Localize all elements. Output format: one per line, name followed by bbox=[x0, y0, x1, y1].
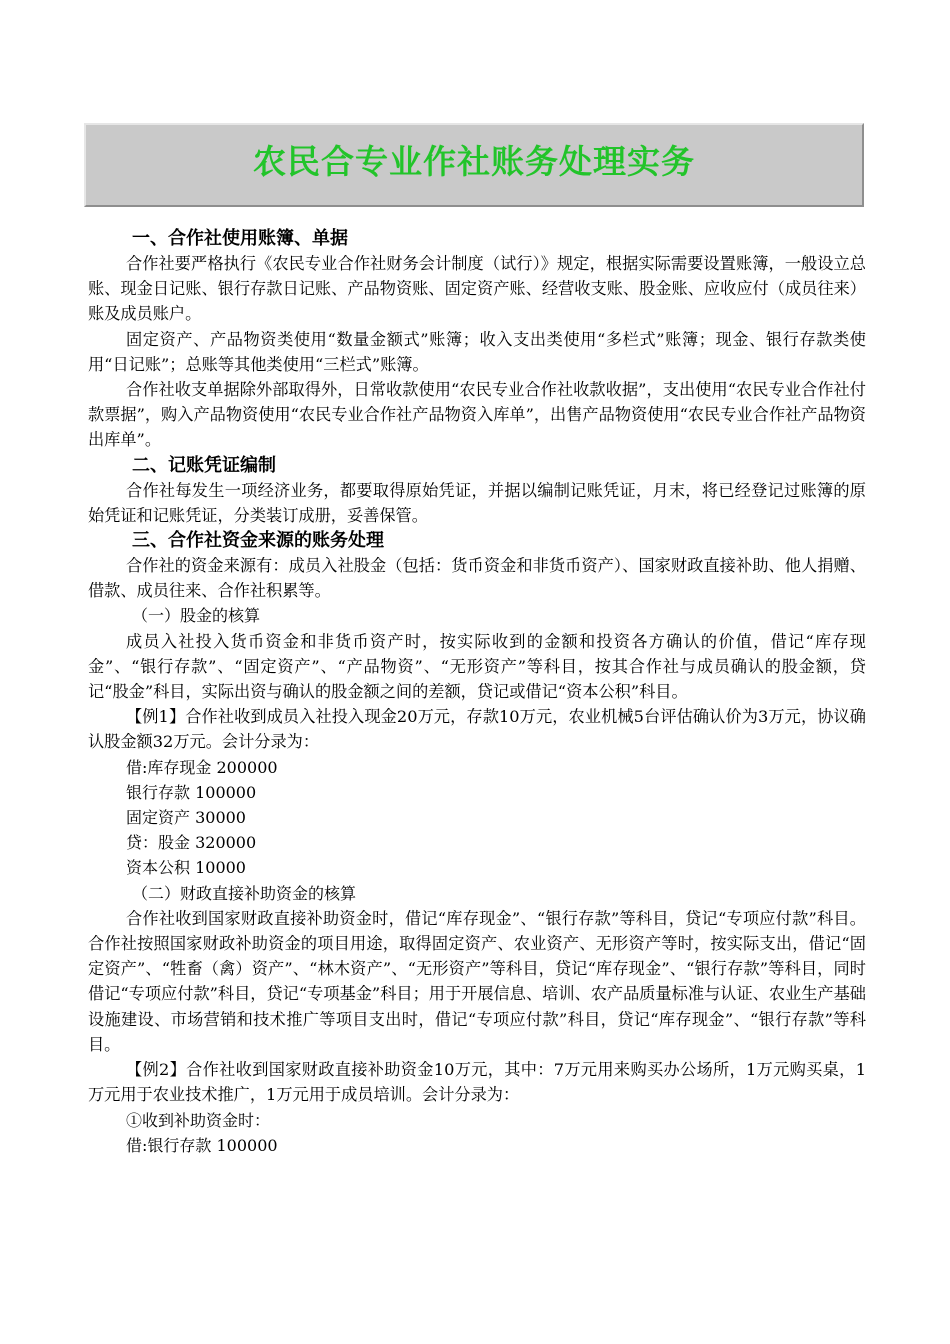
example-1-text: 【例1】合作社收到成员入社投入现金20万元，存款10万元，农业机械5台评估确认价为3万元，协议确认股金额32万元。会计分录为： bbox=[88, 707, 866, 752]
journal-entry-line: 银行存款 100000 bbox=[126, 782, 257, 802]
title-banner bbox=[84, 123, 864, 207]
subsection-2-heading: （二）财政直接补助资金的核算 bbox=[132, 883, 357, 903]
section-3-heading: 三、合作社资金来源的账务处理 bbox=[132, 530, 384, 552]
journal-entry-line: 借:库存现金 200000 bbox=[126, 757, 278, 777]
section-1-paragraph-1: 合作社要严格执行《农民专业合作社财务会计制度（试行）》规定，根据实际需要设置账簿，一般设立总账、现金日记账、银行存款日记账、产品物资账、固定资产账、经营收支账、股金账、应收应付（成员往来）账及成员账户。 bbox=[88, 254, 866, 324]
section-1-paragraph-2: 固定资产、产品物资类使用“数量金额式”账簿；收入支出类使用“多栏式”账簿；现金、银行存款类使用“日记账”；总账等其他类使用“三栏式”账簿。 bbox=[88, 329, 866, 374]
subsection-1-heading: （一）股金的核算 bbox=[132, 606, 261, 626]
journal-entry-line: 借:银行存款 100000 bbox=[126, 1135, 278, 1155]
section-1-paragraph-3: 合作社收支单据除外部取得外，日常收款使用“农民专业合作社收款收据”，支出使用“农民专业合作社付款票据”，购入产品物资使用“农民专业合作社产品物资入库单”，出售产品物资使用“农民专业合作社产品物资出库单”。 bbox=[88, 380, 866, 450]
document-body bbox=[88, 226, 866, 1158]
section-3-paragraph-1: 合作社的资金来源有：成员入社股金（包括：货币资金和非货币资产）、国家财政直接补助、他人捐赠、借款、成员往来、合作社积累等。 bbox=[88, 556, 866, 601]
journal-entry-line: ①收到补助资金时： bbox=[126, 1110, 271, 1130]
journal-entry-line: 固定资产 30000 bbox=[126, 808, 246, 828]
section-2-paragraph-1: 合作社每发生一项经济业务，都要取得原始凭证，并据以编制记账凭证，月末，将已经登记过账簿的原始凭证和记账凭证，分类装订成册，妥善保管。 bbox=[88, 480, 866, 525]
document-title: 农民合专业作社账务处理实务 bbox=[253, 141, 695, 181]
section-3-paragraph-3: 合作社收到国家财政直接补助资金时，借记“库存现金”、“银行存款”等科目，贷记“专项应付款”科目。合作社按照国家财政补助资金的项目用途，取得固定资产、农业资产、无形资产等时，按实际支出，借记“固定资产”、“牲畜（禽）资产”、“林木资产”、“无形资产”等科目，贷记“库存现金”、“银行存款”等科目，同时借记“专项应付款”科目，贷记“专项基金”科目；用于开展信息、培训、农产品质量标准与认证、农业生产基础设施建设、市场营销和技术推广等项目支出时，借记“专项应付款”科目，贷记“库存现金”、“银行存款”等科目。 bbox=[88, 908, 866, 1054]
section-2-heading: 二、记账凭证编制 bbox=[132, 454, 276, 476]
section-1-heading: 一、合作社使用账簿、单据 bbox=[132, 228, 348, 249]
journal-entry-line: 贷：股金 320000 bbox=[126, 833, 257, 853]
journal-entry-line: 资本公积 10000 bbox=[126, 858, 246, 878]
example-2-text: 【例2】合作社收到国家财政直接补助资金10万元，其中：7万元用来购买办公场所，1万元购买桌，1万元用于农业技术推广，1万元用于成员培训。会计分录为： bbox=[88, 1060, 866, 1105]
section-3-paragraph-2: 成员入社投入货币资金和非货币资产时，按实际收到的金额和投资各方确认的价值，借记“库存现金”、“银行存款”、“固定资产”、“产品物资”、“无形资产”等科目，按其合作社与成员确认的股金额，贷记“股金”科目，实际出资与确认的股金额之间的差额，贷记或借记“资本公积”科目。 bbox=[88, 631, 866, 702]
